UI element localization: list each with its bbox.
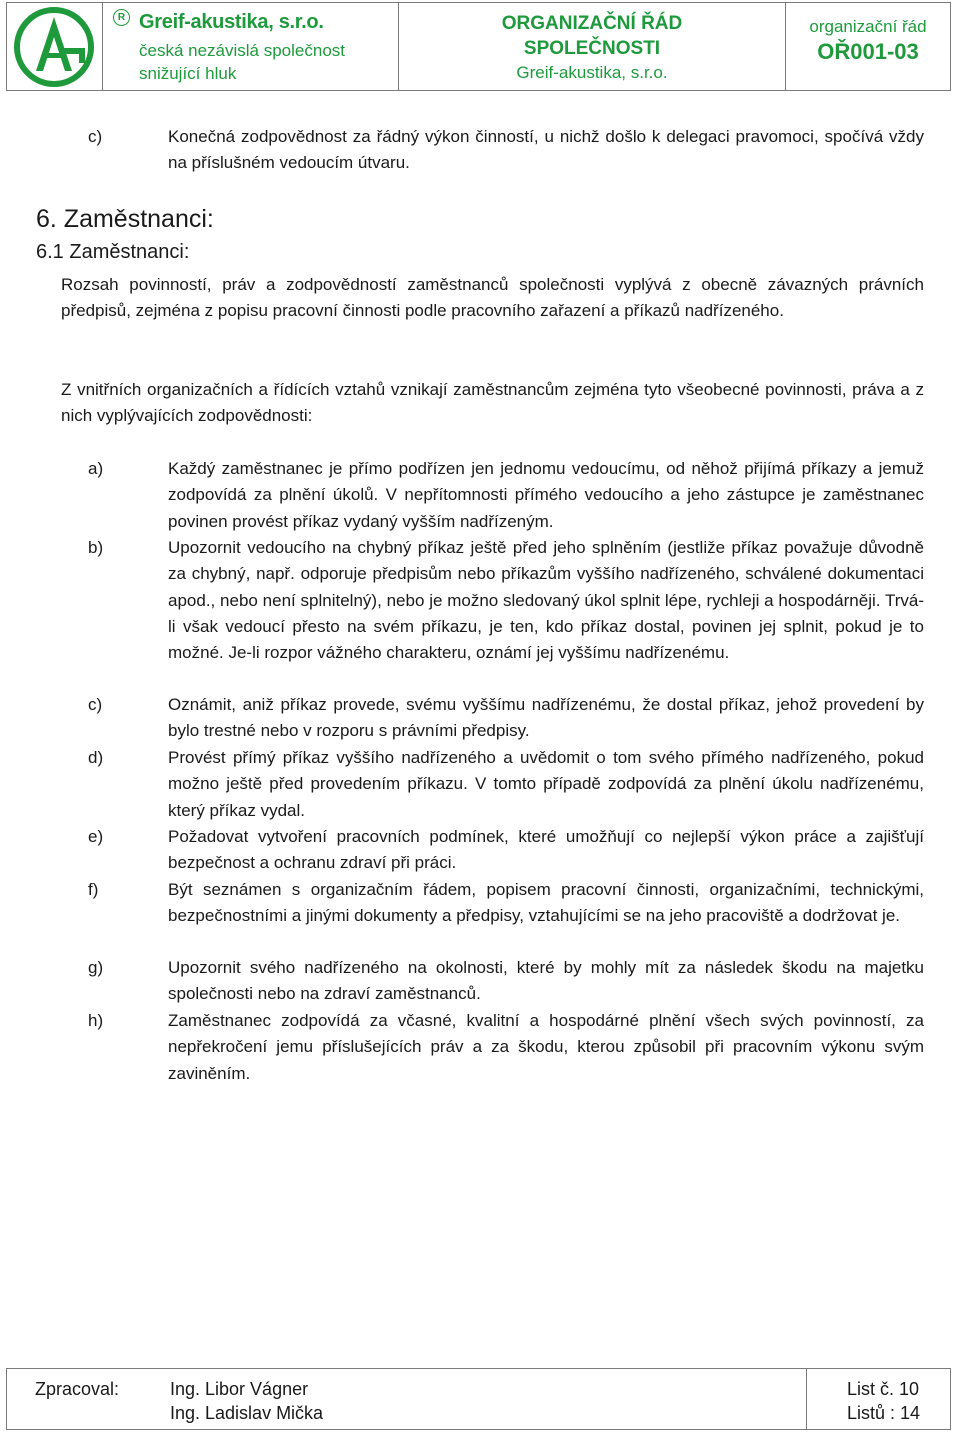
section-heading: 6. Zaměstnanci: (36, 205, 214, 233)
author-2: Ing. Ladislav Mička (170, 1403, 324, 1423)
doc-type: organizační řád (809, 17, 927, 36)
section-paragraph-1: Rozsah povinností, práv a zodpovědností zaměstnanců společnosti vyplývá z obecně závazných právních předpisů, zejména z popisu pracovní činnosti podle pracovního zařazení a příkazů nadřízeného. (61, 275, 924, 321)
list-item-label: h) (88, 1011, 104, 1030)
footer-authors-cell (7, 1369, 807, 1429)
page-total: Listů : 14 (847, 1403, 921, 1423)
list-item-text: Upozornit svého nadřízeného na okolnosti, které by mohly mít za následek škodu na majetku společnosti nebo na zdraví zaměstnanců. (168, 958, 924, 1004)
document-title-line2: SPOLEČNOSTI (523, 38, 661, 59)
list-item-label: b) (88, 538, 104, 557)
list-item-text: Oznámit, aniž příkaz provede, svému vyššímu nadřízenému, že dostal příkaz, jehož provedení by bylo trestné nebo v rozporu s právními předpisy. (168, 695, 924, 741)
list-item-text: Zaměstnanec zodpovídá za včasné, kvalitní a hospodárné plnění všech svých povinností, za nepřekročení jemu příslušejících práv a za škodu, kterou způsobil při pracovním výkonu svým zaviněním. (168, 1011, 924, 1083)
intro-item-label: c) (88, 127, 103, 146)
section-subheading: 6.1 Zaměstnanci: (36, 241, 190, 263)
author-1: Ing. Libor Vágner (170, 1379, 309, 1399)
company-tagline-1: česká nezávislá společnost (139, 41, 346, 60)
document-header (6, 2, 951, 91)
logo-cell (7, 3, 103, 90)
title-cell (399, 3, 786, 90)
company-name: Greif-akustika, s.r.o. (139, 11, 324, 33)
list-item-label: f) (88, 880, 99, 899)
section-paragraph-2: Z vnitřních organizačních a řídících vztahů vznikají zaměstnancům zejména tyto všeobecné povinnosti, práva a z nich vyplývajících zodpovědnosti: (61, 380, 924, 426)
doc-id-cell (786, 3, 950, 90)
document-title-line1: ORGANIZAČNÍ ŘÁD (501, 13, 683, 34)
document-title-line3: Greif-akustika, s.r.o. (516, 63, 668, 82)
list-item-text: Požadovat vytvoření pracovních podmínek, které umožňují co nejlepší výkon práce a zajišťují bezpečnost a ochranu zdraví při práci. (168, 827, 924, 873)
list-item-label: a) (88, 459, 104, 478)
list-item-label: c) (88, 695, 103, 714)
registered-mark-icon: R (113, 9, 130, 26)
list-item-text: Upozornit vedoucího na chybný příkaz ještě před jeho splněním (jestliže příkaz považuje důvodně za chybný, např. odporuje předpisům nebo příkazům vyššího nadřízeného, schválené dokumentaci apod., nebo není splnitelný), nebo je možno sledovaný úkol splnit lépe, rychleji a hospodárněji. Trvá-li však vedoucí přesto na svém příkazu, je ten, kdo příkaz dostal, povinen jej splnit, pokud je to možné. Je-li rozpor vážného charakteru, oznámí jej vyššímu nadřízenému. (168, 538, 924, 663)
intro-item-text: Konečná zodpovědnost za řádný výkon činností, u nichž došlo k delegaci pravomoci, spočívá vždy na příslušném vedoucím útvaru. (168, 127, 924, 173)
list-item-text: Provést přímý příkaz vyššího nadřízeného a uvědomit o tom svého přímého nadřízeného, pokud možno ještě před provedením příkazu. V tomto případě zodpovídá za plnění úkolu nadřízenému, který příkaz vydal. (168, 748, 924, 820)
prepared-by-label: Zpracoval: (35, 1379, 120, 1399)
list-item-text: Každý zaměstnanec je přímo podřízen jen jednomu vedoucímu, od něhož přijímá příkazy a jemuž zodpovídá za plnění úkolů. V nepřítomnosti přímého vedoucího a jeho zástupce je zaměstnanec povinen provést příkaz vydaný vyšším nadřízeným. (168, 459, 924, 531)
list-item-label: g) (88, 958, 104, 977)
document-footer (6, 1368, 951, 1430)
company-tagline-2: snižující hluk (139, 64, 237, 83)
company-cell (103, 3, 399, 90)
list-item-label: d) (88, 748, 104, 767)
page-number: List č. 10 (847, 1379, 920, 1399)
company-logo-icon (10, 5, 98, 89)
list-item-text: Být seznámen s organizačním řádem, popisem pracovní činnosti, organizačními, technickými, bezpečnostními a jinými dokumenty a předpisy, vztahujícími se na jeho pracoviště a dodržovat je. (168, 880, 924, 926)
doc-code: OŘ001-03 (817, 39, 919, 64)
list-item-label: e) (88, 827, 104, 846)
